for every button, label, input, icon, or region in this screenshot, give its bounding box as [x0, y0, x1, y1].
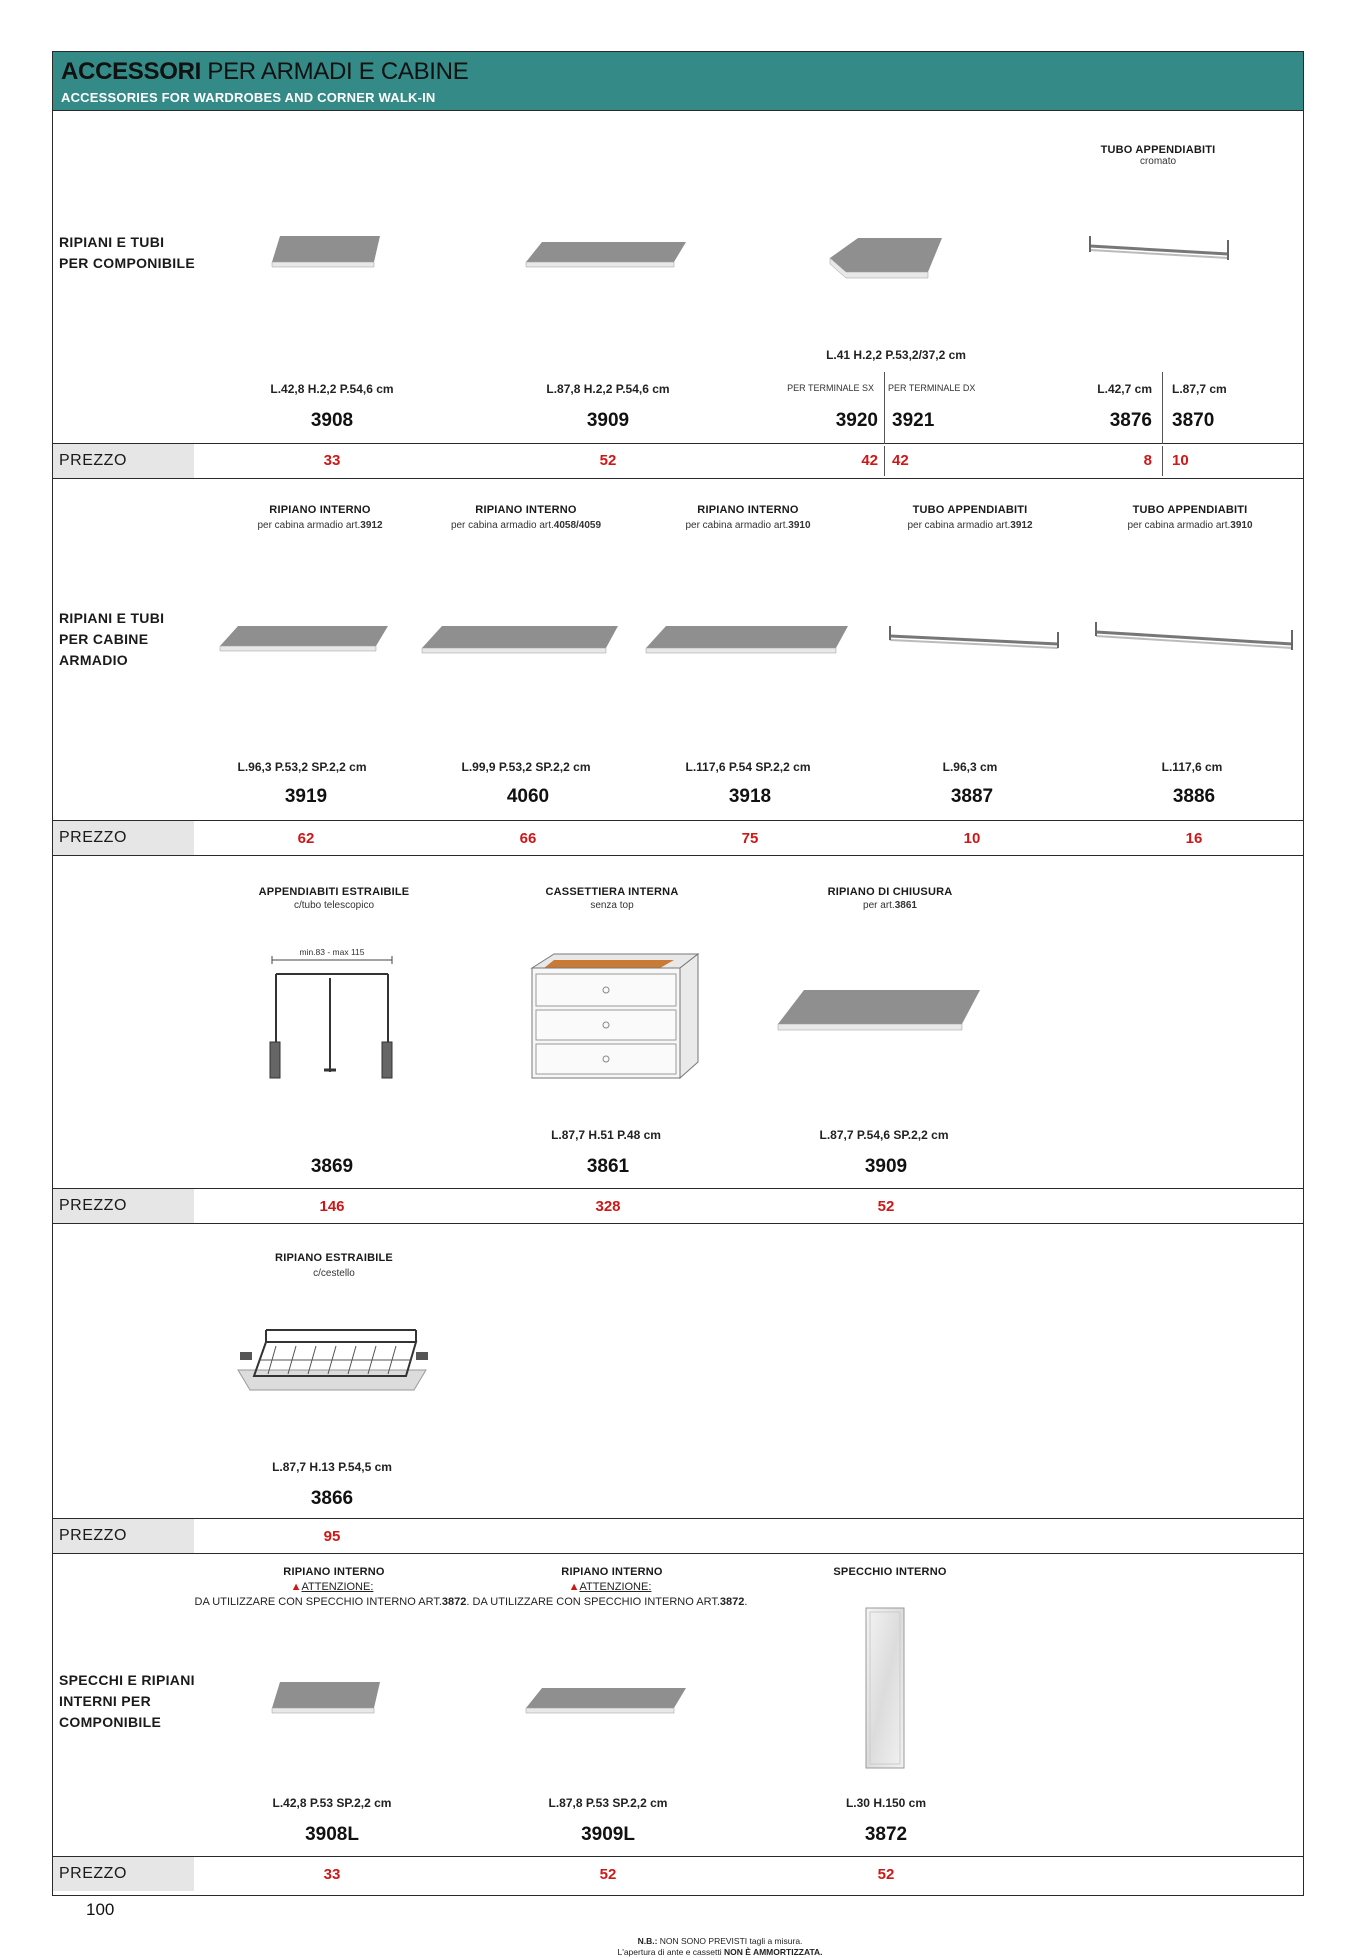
price-label: PREZZO: [59, 1865, 127, 1882]
item-price: 8: [1143, 452, 1152, 469]
item-title: RIPIANO INTERNO: [283, 1566, 385, 1578]
item-dimensions: L.87,7 cm: [1172, 382, 1227, 396]
price-row-2: [53, 821, 1303, 855]
warning-note: ▲ATTENZIONE: DA UTILIZZARE CON SPECCHIO INTERNO ART.3872.: [472, 1581, 748, 1608]
item-price: 16: [1185, 830, 1203, 847]
item-subtitle: c/tubo telescopico: [293, 900, 375, 911]
item-price: 62: [297, 830, 315, 847]
item-code: 3919: [284, 786, 328, 807]
item-subtitle: per art.3861: [863, 900, 917, 911]
shelf-image: [270, 1680, 382, 1716]
item-subtitle: per cabina armadio art.3912: [907, 520, 1033, 531]
divider: [52, 1553, 1304, 1554]
drawer-unit-image: [530, 950, 700, 1080]
item-code: 3909L: [581, 1824, 635, 1845]
tube-image: [1092, 620, 1296, 654]
item-title: TUBO APPENDIABITI: [912, 504, 1028, 516]
item-code: 3886: [1172, 786, 1216, 807]
shelf-image: [524, 240, 688, 270]
item-price: 95: [323, 1528, 341, 1545]
item-title: TUBO APPENDIABITI: [1100, 144, 1216, 156]
section-label: SPECCHI E RIPIANI INTERNI PER COMPONIBILE: [59, 1672, 195, 1730]
divider: [52, 1223, 1304, 1224]
item-price: 33: [323, 1866, 341, 1883]
tube-image: [886, 624, 1062, 650]
item-price: 10: [1172, 452, 1189, 469]
item-subtitle: per cabina armadio art.4058/4059: [450, 520, 602, 531]
page-subtitle: ACCESSORIES FOR WARDROBES AND CORNER WALK-IN: [61, 90, 436, 105]
item-title: RIPIANO INTERNO: [697, 504, 799, 516]
footer-note: N.B.: NON SONO PREVISTI tagli a misura. L'apertura di ante e cassetti NON È AMMORTIZZATA.: [617, 1936, 823, 1957]
item-dimensions: L.99,9 P.53,2 SP.2,2 cm: [461, 760, 591, 774]
item-subtitle: per cabina armadio art.3912: [257, 520, 383, 531]
item-code: 3866: [310, 1488, 354, 1509]
divider: [52, 855, 1304, 856]
section-label: RIPIANI E TUBI PER COMPONIBILE: [59, 234, 195, 271]
item-price: 52: [877, 1198, 895, 1215]
shelf-image: [218, 624, 390, 654]
corner-shelf-image: [828, 236, 944, 284]
item-dimensions: L.42,8 P.53 SP.2,2 cm: [272, 1796, 392, 1810]
mirror-image: [864, 1606, 908, 1772]
item-dimensions: L.42,7 cm: [1097, 382, 1152, 396]
warning-note: ▲ATTENZIONE: DA UTILIZZARE CON SPECCHIO INTERNO ART.3872.: [194, 1581, 470, 1608]
item-price: 42: [861, 452, 878, 469]
page-header: [52, 51, 1304, 111]
item-dimensions: L.87,8 P.53 SP.2,2 cm: [548, 1796, 668, 1810]
shelf-image: [776, 988, 982, 1036]
item-dimensions: L.117,6 P.54 SP.2,2 cm: [685, 760, 811, 774]
item-price: 42: [892, 452, 909, 469]
item-code: 3869: [310, 1156, 354, 1177]
warning-icon: ▲: [290, 1581, 302, 1593]
item-subtitle: senza top: [590, 900, 634, 911]
item-note: PER TERMINALE SX: [787, 383, 874, 393]
item-title: RIPIANO INTERNO: [561, 1566, 663, 1578]
shelf-image: [270, 234, 382, 270]
item-price: 33: [323, 452, 341, 469]
item-price: 75: [741, 830, 759, 847]
divider: [52, 478, 1304, 479]
item-price: 66: [519, 830, 537, 847]
item-code: 3870: [1172, 410, 1215, 431]
item-title: APPENDIABITI ESTRAIBILE: [258, 886, 410, 898]
warning-icon: ▲: [568, 1581, 580, 1593]
item-subtitle: cromato: [1139, 156, 1177, 167]
item-code: 3920: [835, 410, 878, 431]
column-divider: [1162, 372, 1163, 444]
price-row-5: [53, 1857, 1303, 1891]
item-code: 3909: [586, 410, 630, 431]
item-code: 3872: [864, 1824, 908, 1845]
column-divider: [884, 372, 885, 444]
item-title: CASSETTIERA INTERNA: [545, 886, 679, 898]
item-code: 4060: [506, 786, 550, 807]
item-price: 52: [599, 1866, 617, 1883]
item-title: RIPIANO DI CHIUSURA: [827, 886, 953, 898]
item-code: 3887: [950, 786, 994, 807]
price-label: PREZZO: [59, 452, 127, 469]
column-divider: [1162, 446, 1163, 476]
item-title: RIPIANO ESTRAIBILE: [275, 1252, 393, 1264]
item-dimensions: L.87,7 H.13 P.54,5 cm: [272, 1460, 392, 1474]
pull-down-hanger-image: [264, 944, 400, 1100]
item-dimensions: L.42,8 H.2,2 P.54,6 cm: [270, 382, 394, 396]
item-subtitle: per cabina armadio art.3910: [685, 520, 811, 531]
price-row-3: [53, 1189, 1303, 1223]
item-dimensions: L.87,7 P.54,6 SP.2,2 cm: [819, 1128, 949, 1142]
page-title: ACCESSORI PER ARMADI E CABINE: [61, 58, 469, 85]
item-price: 52: [877, 1866, 895, 1883]
price-row-4: [53, 1519, 1303, 1553]
item-dimensions: L.96,3 P.53,2 SP.2,2 cm: [237, 760, 367, 774]
item-dimensions: L.30 H.150 cm: [845, 1796, 927, 1810]
measure-label: min.83 - max 115: [299, 947, 365, 957]
item-code: 3908: [310, 410, 354, 431]
item-dimensions: L.87,7 H.51 P.48 cm: [551, 1128, 661, 1142]
item-subtitle: per cabina armadio art.3910: [1127, 520, 1253, 531]
shelf-image: [524, 1686, 688, 1716]
item-dimensions: L.96,3 cm: [942, 760, 998, 774]
shelf-image: [644, 624, 850, 656]
item-dimensions: L.87,8 H.2,2 P.54,6 cm: [546, 382, 670, 396]
item-code: 3861: [586, 1156, 630, 1177]
price-label: PREZZO: [59, 829, 127, 846]
item-price: 146: [319, 1198, 345, 1215]
page-number: 100: [86, 1900, 115, 1919]
item-code: 3909: [864, 1156, 908, 1177]
item-price: 328: [595, 1198, 621, 1215]
pull-out-basket-image: [236, 1326, 432, 1396]
item-subtitle: c/cestello: [313, 1268, 355, 1279]
item-title: SPECCHIO INTERNO: [833, 1566, 947, 1578]
section-label: RIPIANI E TUBI PER CABINE ARMADIO: [59, 610, 165, 668]
item-code: 3876: [1109, 410, 1152, 431]
tube-image: [1086, 232, 1232, 262]
item-code: 3918: [728, 786, 772, 807]
item-title: RIPIANO INTERNO: [475, 504, 577, 516]
column-divider: [884, 446, 885, 476]
item-price: 52: [599, 452, 617, 469]
price-label: PREZZO: [59, 1197, 127, 1214]
shelf-image: [420, 624, 620, 656]
item-code: 3908L: [305, 1824, 359, 1845]
item-note: PER TERMINALE DX: [888, 383, 976, 393]
price-label: PREZZO: [59, 1527, 127, 1544]
item-dimensions: L.117,6 cm: [1161, 760, 1223, 774]
item-title: RIPIANO INTERNO: [269, 504, 371, 516]
item-dimensions: L.41 H.2,2 P.53,2/37,2 cm: [826, 348, 966, 362]
item-price: 10: [963, 830, 981, 847]
item-title: TUBO APPENDIABITI: [1132, 504, 1248, 516]
item-code: 3921: [892, 410, 935, 431]
